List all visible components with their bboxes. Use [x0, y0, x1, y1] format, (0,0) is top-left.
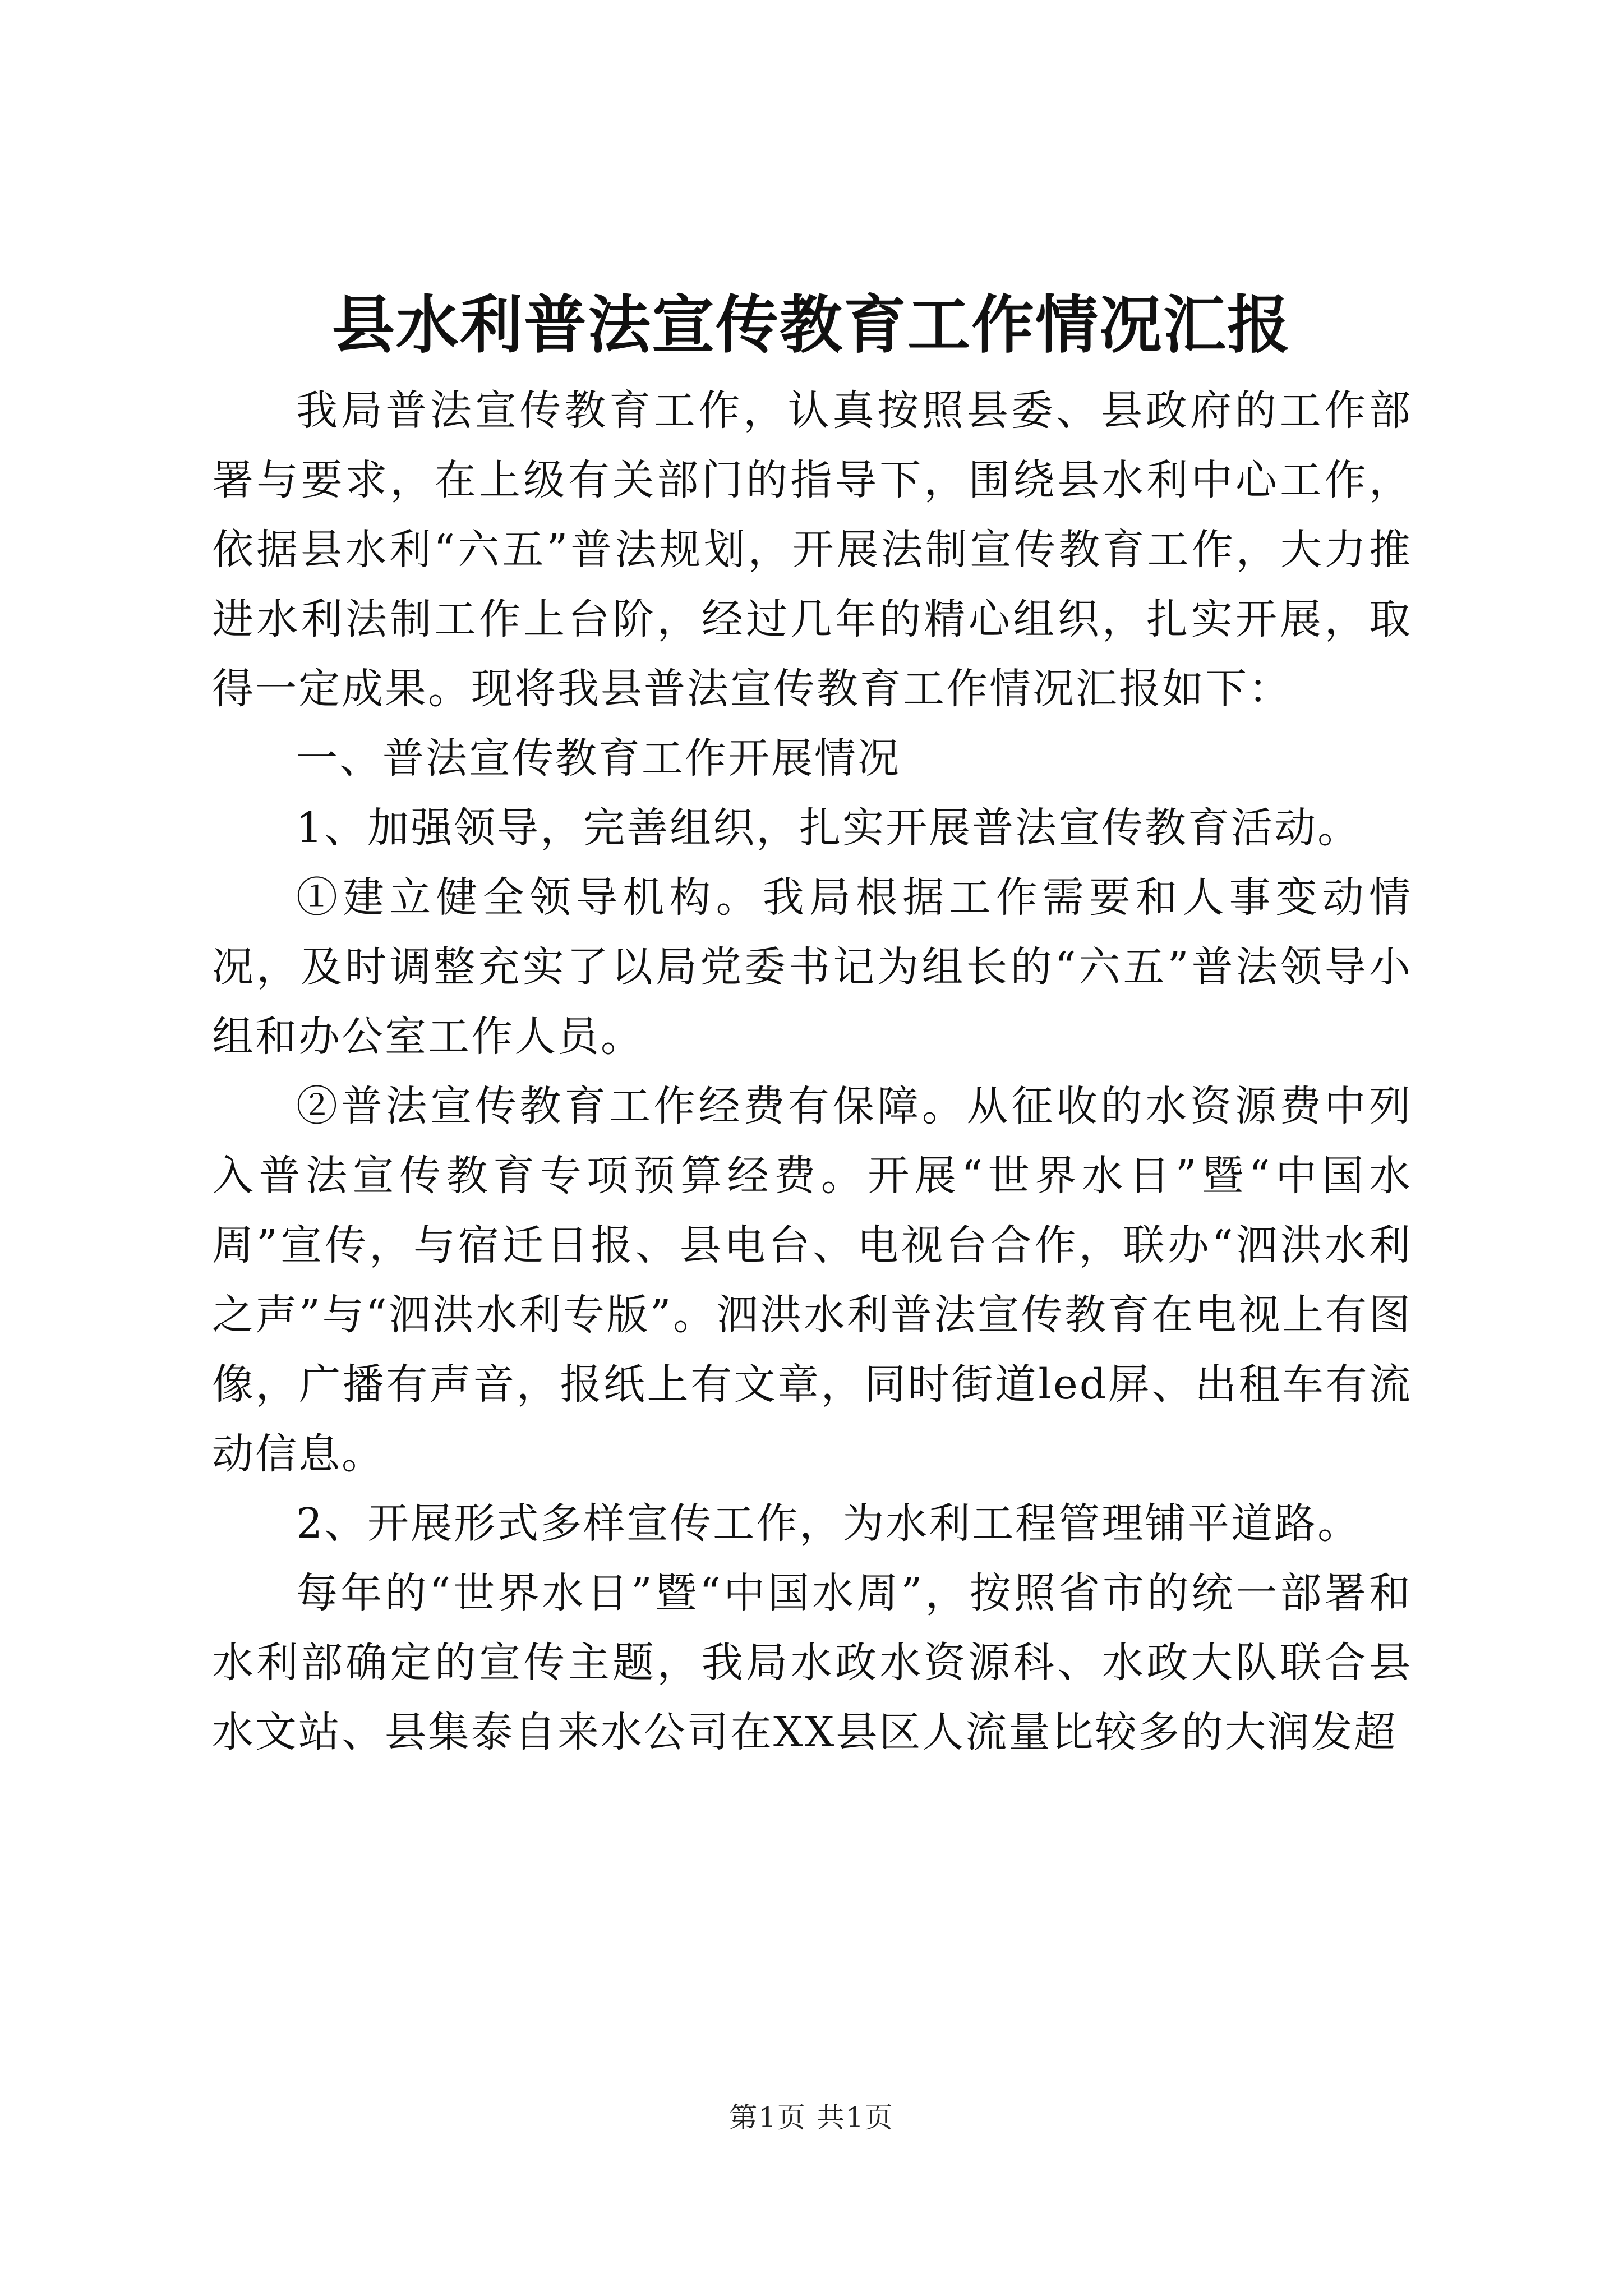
paragraph-intro: 我局普法宣传教育工作，认真按照县委、县政府的工作部署与要求，在上级有关部门的指导下，围绕县水利中心工作，依据县水利“六五”普法规划，开展法制宣传教育工作，大力推进水利法制工作上台阶，经过几年的精心组织，扎实开展，取得一定成果。现将我县普法宣传教育工作情况汇报如下： [212, 386, 1412, 713]
paragraph-water-day: 每年的“世界水日”暨“中国水周”，按照省市的统一部署和水利部确定的宣传主题，我局水政水资源科、水政大队联合县水文站、县集泰自来水公司在XX县区人流量比较多的大润发超 [212, 1569, 1412, 1756]
subsection-heading-1: 1、加强领导，完善组织，扎实开展普法宣传教育活动。 [296, 804, 1361, 852]
paragraph-item-2: ②普法宣传教育工作经费有保障。从征收的水资源费中列入普法宣传教育专项预算经费。开展“世界水日”暨“中国水周”宣传，与宿迁日报、县电台、电视台合作，联办“泗洪水利之声”与“泗洪水利专版”。泗洪水利普法宣传教育在电视上有图像，广播有声音，报纸上有文章，同时街道led屏、出租车有流动信息。 [212, 1082, 1412, 1478]
document-title: 县水利普法宣传教育工作情况汇报 [332, 288, 1291, 362]
subsection-heading-2: 2、开展形式多样宣传工作，为水利工程管理铺平道路。 [296, 1499, 1361, 1548]
paragraph-item-1: ①建立健全领导机构。我局根据工作需要和人事变动情况，及时调整充实了以局党委书记为组长的“六五”普法领导小组和办公室工作人员。 [212, 873, 1412, 1061]
document-body [212, 376, 1412, 1767]
section-heading-1: 一、普法宣传教育工作开展情况 [296, 734, 901, 783]
page-number-footer: 第1页 共1页 [729, 2101, 894, 2134]
